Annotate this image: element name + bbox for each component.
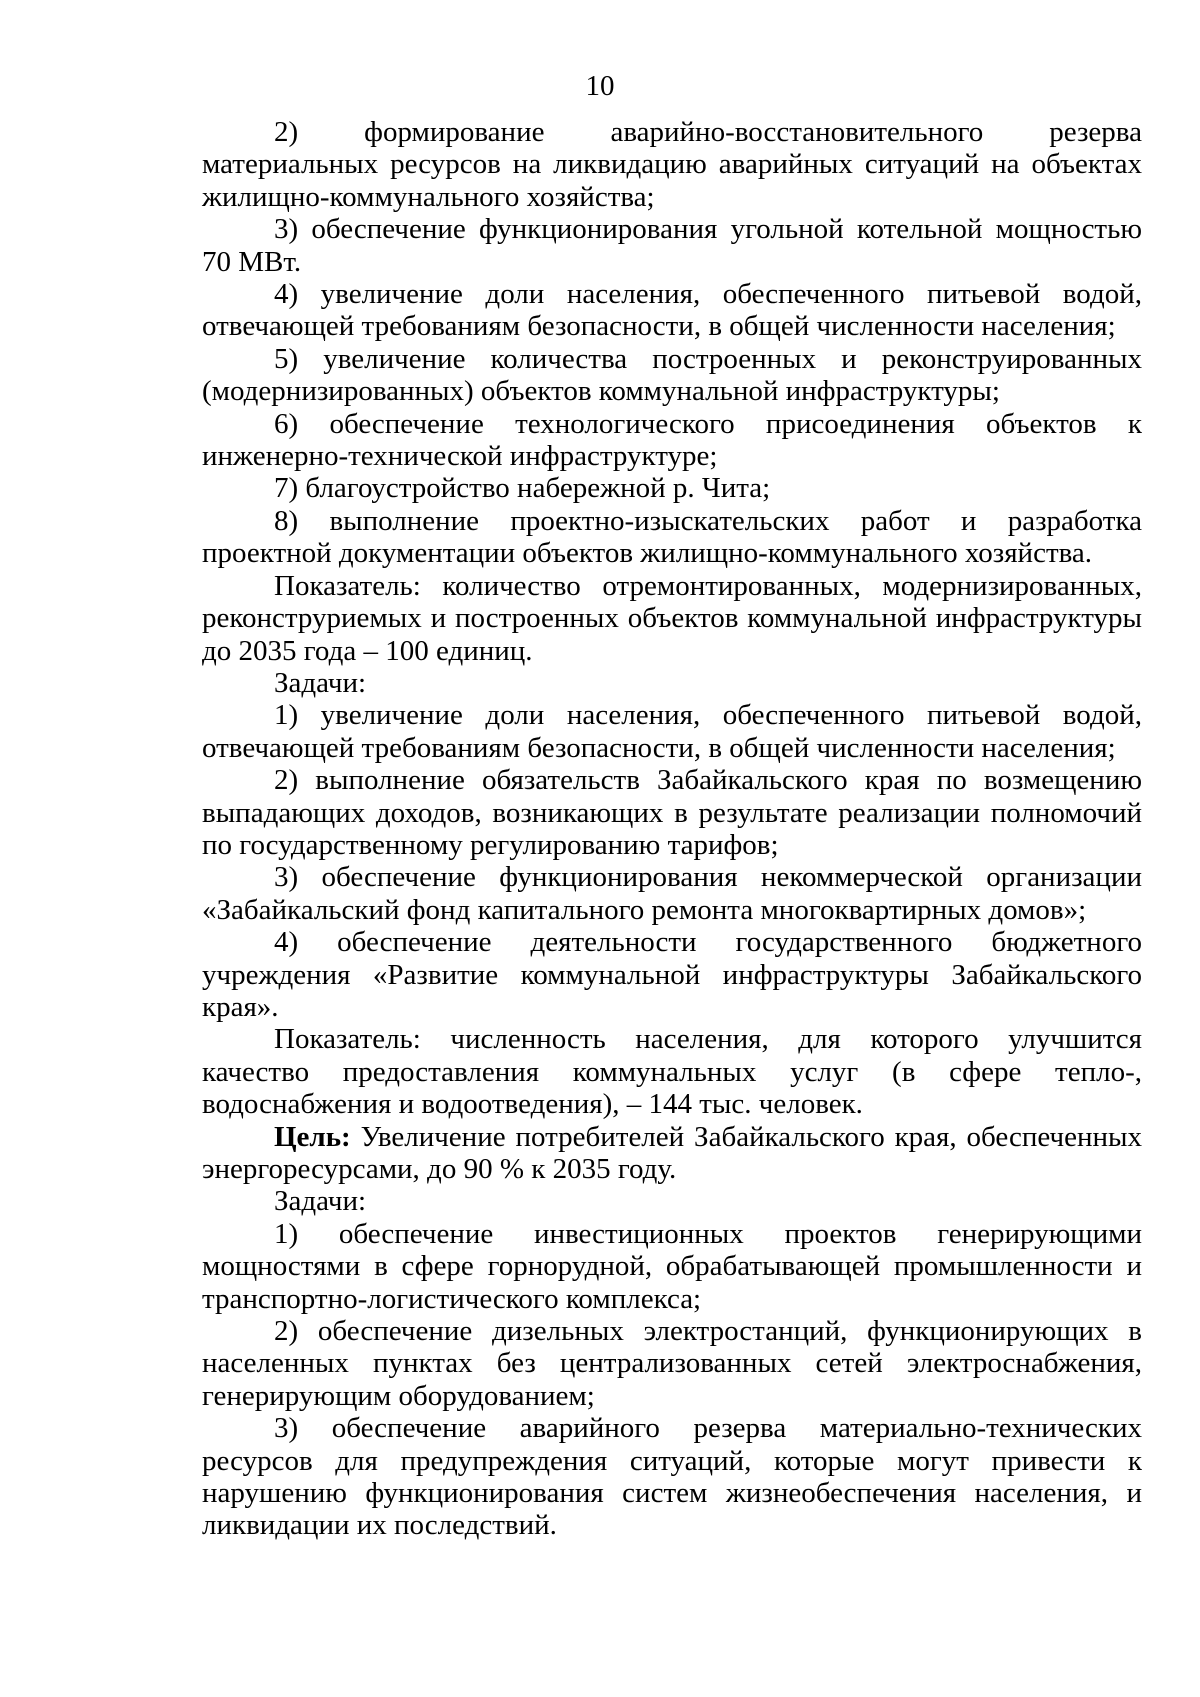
paragraph: 3) обеспечение функционирования угольной котельной мощностью 70 МВт. <box>202 213 1142 278</box>
paragraph: 3) обеспечение аварийного резерва материально-технических ресурсов для предупреждения ситуаций, которые могут привести к нарушению функционирования систем жизнеобеспечения населения, и ликвидации их последствий. <box>202 1412 1142 1542</box>
paragraph: 4) увеличение доли населения, обеспеченного питьевой водой, отвечающей требованиям безопасности, в общей численности населения; <box>202 278 1142 343</box>
paragraph: 4) обеспечение деятельности государственного бюджетного учреждения «Развитие коммунальной инфраструктуры Забайкальского края». <box>202 926 1142 1023</box>
document-body <box>202 116 1142 1542</box>
paragraph: 2) обеспечение дизельных электростанций, функционирующих в населенных пунктах без централизованных сетей электроснабжения, генерирующим оборудованием; <box>202 1315 1142 1412</box>
paragraph: 1) обеспечение инвестиционных проектов генерирующими мощностями в сфере горнорудной, обрабатывающей промышленности и транспортно-логистического комплекса; <box>202 1217 1142 1315</box>
paragraph: 6) обеспечение технологического присоединения объектов к инженерно-технической инфраструктуре; <box>202 407 1142 473</box>
paragraph: 7) благоустройство набережной р. Чита; <box>274 472 771 505</box>
paragraph: 3) обеспечение функционирования некоммерческой организации «Забайкальский фонд капитального ремонта многоквартирных домов»; <box>202 861 1142 926</box>
paragraph: 5) увеличение количества построенных и реконструированных (модернизированных) объектов коммунальной инфраструктуры; <box>202 342 1142 408</box>
goal-paragraph <box>202 1121 1142 1186</box>
indicator-paragraph: Показатель: количество отремонтированных, модернизированных, реконструриемых и построенных объектов коммунальной инфраструктуры до 2035 года – 100 единиц. <box>202 569 1142 667</box>
tasks-heading: Задачи: <box>274 1185 367 1218</box>
paragraph: 2) формирование аварийно-восстановительного резерва материальных ресурсов на ликвидацию аварийных ситуаций на объектах жилищно-коммунального хозяйства; <box>202 116 1142 213</box>
tasks-heading: Задачи: <box>274 666 367 699</box>
goal-text: Увеличение потребителей Забайкальского края, обеспеченных энергоресурсами, до 90 % к 2035 году. <box>202 1120 1142 1185</box>
paragraph: 1) увеличение доли населения, обеспеченного питьевой водой, отвечающей требованиям безопасности, в общей численности населения; <box>202 699 1142 764</box>
page-number: 10 <box>585 70 615 102</box>
paragraph: 8) выполнение проектно-изыскательских работ и разработка проектной документации объектов жилищно-коммунального хозяйства. <box>202 504 1142 570</box>
goal-label: Цель: <box>274 1120 351 1153</box>
indicator-paragraph: Показатель: численность населения, для которого улучшится качество предоставления коммунальных услуг (в сфере тепло-, водоснабжения и водоотведения), – 144 тыс. человек. <box>202 1023 1142 1121</box>
paragraph: 2) выполнение обязательств Забайкальского края по возмещению выпадающих доходов, возникающих в результате реализации полномочий по государственному регулированию тарифов; <box>202 764 1142 861</box>
